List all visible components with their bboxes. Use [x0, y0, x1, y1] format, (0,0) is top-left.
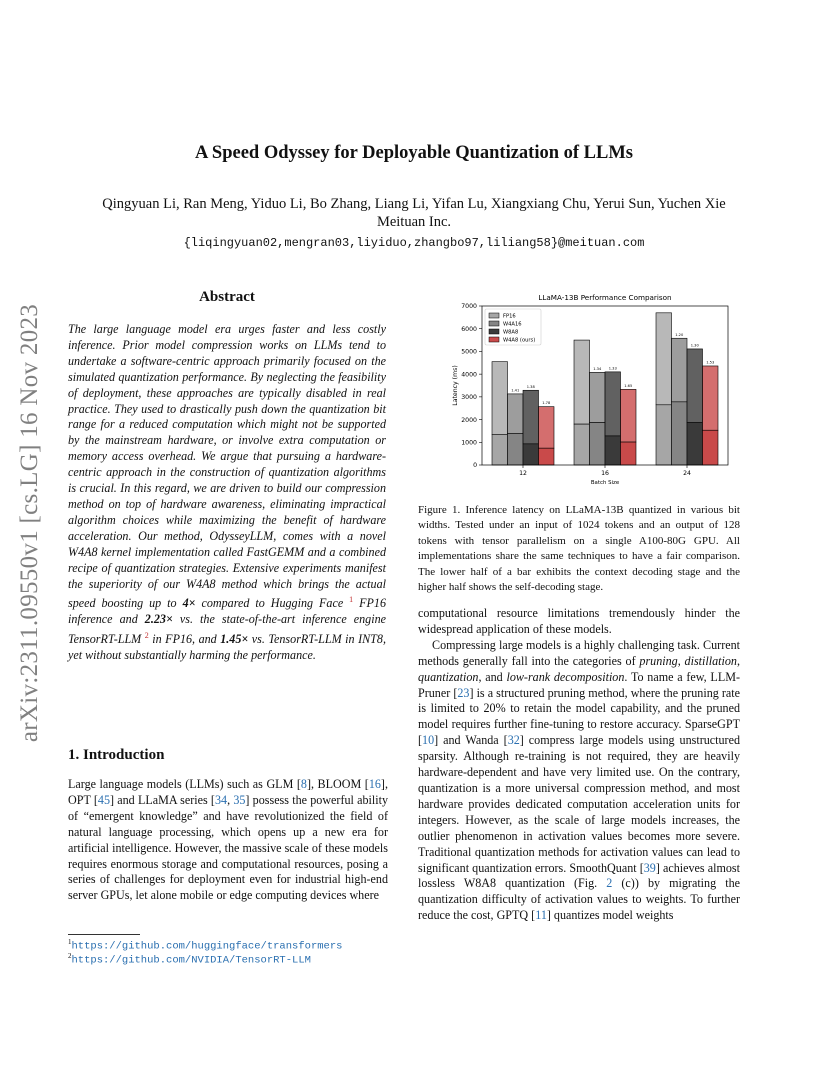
abstract-text: compared to Hugging Face: [195, 596, 350, 611]
bar-self-decoding: [539, 407, 555, 449]
bar-context-decoding: [492, 434, 508, 465]
speedup-value: 1.45×: [220, 632, 249, 647]
footnote-url[interactable]: https://github.com/huggingface/transformers: [71, 940, 343, 953]
body-text: ] quantizes model weights: [546, 908, 674, 923]
legend-swatch: [489, 337, 499, 342]
citation-link[interactable]: 35: [233, 792, 246, 807]
keyword: pruning: [639, 653, 678, 668]
bar-self-decoding: [590, 372, 606, 422]
citation-link[interactable]: 32: [507, 733, 520, 748]
keyword: low-rank decomposition: [506, 669, 625, 684]
author-list: Qingyuan Li, Ran Meng, Yiduo Li, Bo Zhang, Liang Li, Yifan Lu, Xiangxiang Chu, Yerui Sun, Yuchen Xie: [102, 196, 726, 212]
y-tick-label: 6000: [461, 325, 477, 333]
footnote-number: 2: [68, 952, 72, 960]
body-text: ,: [736, 653, 740, 668]
x-tick-label: 12: [519, 470, 527, 477]
arxiv-identifier: [14, 285, 46, 760]
speedup-value: 4×: [182, 596, 196, 611]
bar-self-decoding: [703, 366, 719, 430]
body-text: ] and Wanda [: [434, 733, 508, 748]
affiliation: Meituan Inc.: [376, 214, 452, 230]
bar-context-decoding: [621, 442, 637, 465]
body-text: Compressing large models is a highly challenging task. Current methods generally fall into the categories of: [418, 637, 740, 668]
x-tick-label: 16: [601, 470, 609, 477]
footnote-divider: [68, 934, 140, 935]
section-heading-introduction: 1. Introduction: [68, 747, 165, 763]
speedup-label: 1.30: [690, 343, 699, 348]
bar-context-decoding: [656, 405, 672, 465]
body-text: ], BLOOM [: [306, 777, 369, 791]
bar-self-decoding: [574, 340, 590, 424]
citation-link[interactable]: 10: [422, 733, 435, 748]
introduction-body: [68, 777, 388, 904]
latency-bar-chart: [420, 286, 750, 494]
bar-context-decoding: [703, 430, 719, 465]
y-tick-label: 2000: [461, 416, 477, 424]
keyword: distillation: [684, 653, 737, 668]
y-tick-label: 7000: [461, 303, 477, 311]
paragraph: [418, 638, 740, 924]
bar-self-decoding: [687, 349, 703, 422]
citation-link[interactable]: 11: [535, 908, 547, 923]
footnote-2: [68, 952, 398, 967]
author-emails: {liqingyuan02,mengran03,liyiduo,zhangbo97,liliang58}@meituan.com: [183, 236, 645, 250]
footnote-url[interactable]: https://github.com/NVIDIA/TensorRT-LLM: [71, 954, 311, 967]
citation-link[interactable]: 8: [300, 777, 307, 791]
bar-context-decoding: [605, 436, 621, 465]
footnote-mark[interactable]: 2: [144, 631, 149, 641]
right-column-body: [418, 606, 740, 924]
bar-context-decoding: [508, 434, 524, 465]
speedup-label: 1.20: [675, 332, 684, 337]
speedup-label: 1.65: [624, 383, 633, 388]
bar-context-decoding: [687, 422, 703, 465]
x-axis-label: Batch Size: [590, 480, 620, 486]
speedup-label: 1.78: [542, 401, 551, 406]
body-text: ] achieves almost lossless W8A8 quantization (Fig.: [418, 860, 740, 891]
bar-self-decoding: [621, 389, 637, 442]
speedup-label: 1.41: [511, 388, 520, 393]
bar-context-decoding: [574, 424, 590, 465]
abstract-text: vs. the state-of-the-art inference engine TensorRT-LLM: [68, 612, 386, 647]
y-tick-label: 5000: [461, 348, 477, 356]
citation-link[interactable]: 34: [214, 792, 228, 807]
speedup-label: 1.34: [593, 366, 602, 371]
body-text: ,: [227, 792, 234, 807]
abstract-body: [68, 322, 386, 664]
bar-self-decoding: [672, 338, 688, 402]
abstract-text: The large language model era urges faster and less costly inference. Prior model compression works on LLMs tend to undertake a software-centric approach primarily focused on the simulated quantization performance. By neglecting the feasibility of deployment, these approaches are typically disabled in real practice. They used to drastically push down the quantization bit range for a reduced computation which might not be supported by the mainstream hardware, or involve extra computation or memory access overhead. We argue that pursuing a hardware-centric approach in the construction of quantization algorithms is crucial. In this regard, we are driven to build our compression method on top of hardware awareness, eliminating impractical algorithm choices while maximizing the benefit of hardware acceleration. Our method, OdysseyLLM, comes with a novel W4A8 kernel implementation called FastGEMM and a combined recipe of quantization strategies. Extensive experiments manifest the superiority of our W4A8 method which brings the actual speed boosting up to: [68, 322, 386, 611]
citation-link[interactable]: 39: [643, 860, 656, 875]
body-text: ] is a structured pruning method, where the pruning rate is limited to 20% to retain the model capability, and the pruned model requires further fine-tuning to restore accuracy. SparseGPT [: [418, 685, 741, 748]
legend-label: W8A8: [503, 329, 519, 336]
bar-self-decoding: [656, 313, 672, 405]
body-text: Large language models (LLMs) such as GLM [: [68, 777, 301, 791]
footnote-1: [68, 938, 398, 953]
legend-label: W4A16: [503, 321, 522, 328]
bar-context-decoding: [523, 444, 539, 465]
y-tick-label: 0: [473, 462, 477, 470]
y-axis-label: Latency (ms): [452, 365, 459, 406]
bar-self-decoding: [508, 394, 524, 434]
speedup-value: 2.23×: [144, 612, 173, 627]
keyword: quantization: [418, 669, 479, 684]
paper-title: A Speed Odyssey for Deployable Quantization of LLMs: [194, 143, 634, 163]
body-text: ] possess the powerful ability of “emergent knowledge” and have revolutionized the field of natural language processing, which opens up a new era for artificial intelligence. However, the massive scale of these models requires enormous storage and computational resources, posing a series of challenges for deployment even for industrial high-end server GPUs, let alone mobile or edge computing devices where: [68, 792, 389, 903]
body-text: . To name a few, LLM-Pruner [: [418, 669, 740, 700]
abstract-text: FP16 inference and: [68, 596, 386, 627]
figure-link[interactable]: 2: [606, 876, 613, 891]
figure-caption: Figure 1. Inference latency on LLaMA-13B quantized in various bit widths. Tested under an input of 1024 tokens and an output of 128 tokens with tensor parallelism on a single A100-80G GPU. All implementations share the same techniques to have a fair comparison. The lower half of a bar exhibits the context decoding stage and the higher half shows the self-decoding stage.: [418, 504, 740, 594]
x-tick-label: 24: [683, 470, 691, 477]
footnote-number: 1: [68, 938, 72, 946]
y-tick-label: 3000: [461, 394, 477, 402]
arxiv-identifier-text: arXiv:2311.09550v1 [cs.LG] 16 Nov 2023: [16, 303, 43, 742]
body-text: ,: [677, 653, 685, 668]
abstract-heading: Abstract: [199, 289, 255, 305]
paragraph: computational resource limitations tremendously hinder the widespread application of these models.: [418, 606, 740, 636]
body-text: , and: [478, 669, 507, 684]
legend-swatch: [489, 313, 499, 318]
speedup-label: 1.33: [608, 366, 617, 371]
y-tick-label: 1000: [461, 439, 477, 447]
body-text: (c)) by migrating the quantization difficulty of activation values to weights. To further reduce the cost, GPTQ [: [418, 876, 740, 923]
bar-self-decoding: [492, 362, 508, 435]
abstract-text: in FP16, and: [148, 632, 221, 647]
bar-context-decoding: [590, 423, 606, 465]
bar-context-decoding: [539, 448, 555, 465]
legend-swatch: [489, 329, 499, 334]
speedup-label: 1.53: [706, 360, 715, 365]
bar-self-decoding: [523, 390, 539, 444]
bar-context-decoding: [672, 402, 688, 465]
legend-swatch: [489, 321, 499, 326]
citation-link[interactable]: 23: [457, 685, 470, 700]
body-text: ], OPT [: [68, 777, 388, 807]
chart-title: LLaMA-13B Performance Comparison: [538, 293, 672, 302]
body-text: ] compress large models using unstructured sparsity. Although re-training is not required, they are heavily hardware-dependent and have very limited use. On the contrary, quantization is a more universal compression method, and most hardware provides dedicated computation acceleration units for integers. However, as the scale of large models increases, the outlier phenomenon in activation values becomes more severe. Traditional quantization methods for activation values can lead to significant quantization errors. SmoothQuant [: [418, 733, 740, 875]
body-text: ] and LLaMA series [: [110, 792, 215, 807]
y-tick-label: 4000: [461, 371, 477, 379]
footnote-mark[interactable]: 1: [349, 595, 354, 605]
bar-self-decoding: [605, 372, 621, 436]
abstract-text: vs. TensorRT-LLM in INT8, yet without substantially harming the performance.: [68, 632, 386, 663]
legend-label: W4A8 (ours): [503, 337, 536, 344]
legend-label: FP16: [503, 313, 516, 320]
citation-link[interactable]: 45: [97, 792, 110, 807]
speedup-label: 1.38: [526, 384, 535, 389]
citation-link[interactable]: 16: [368, 777, 381, 791]
